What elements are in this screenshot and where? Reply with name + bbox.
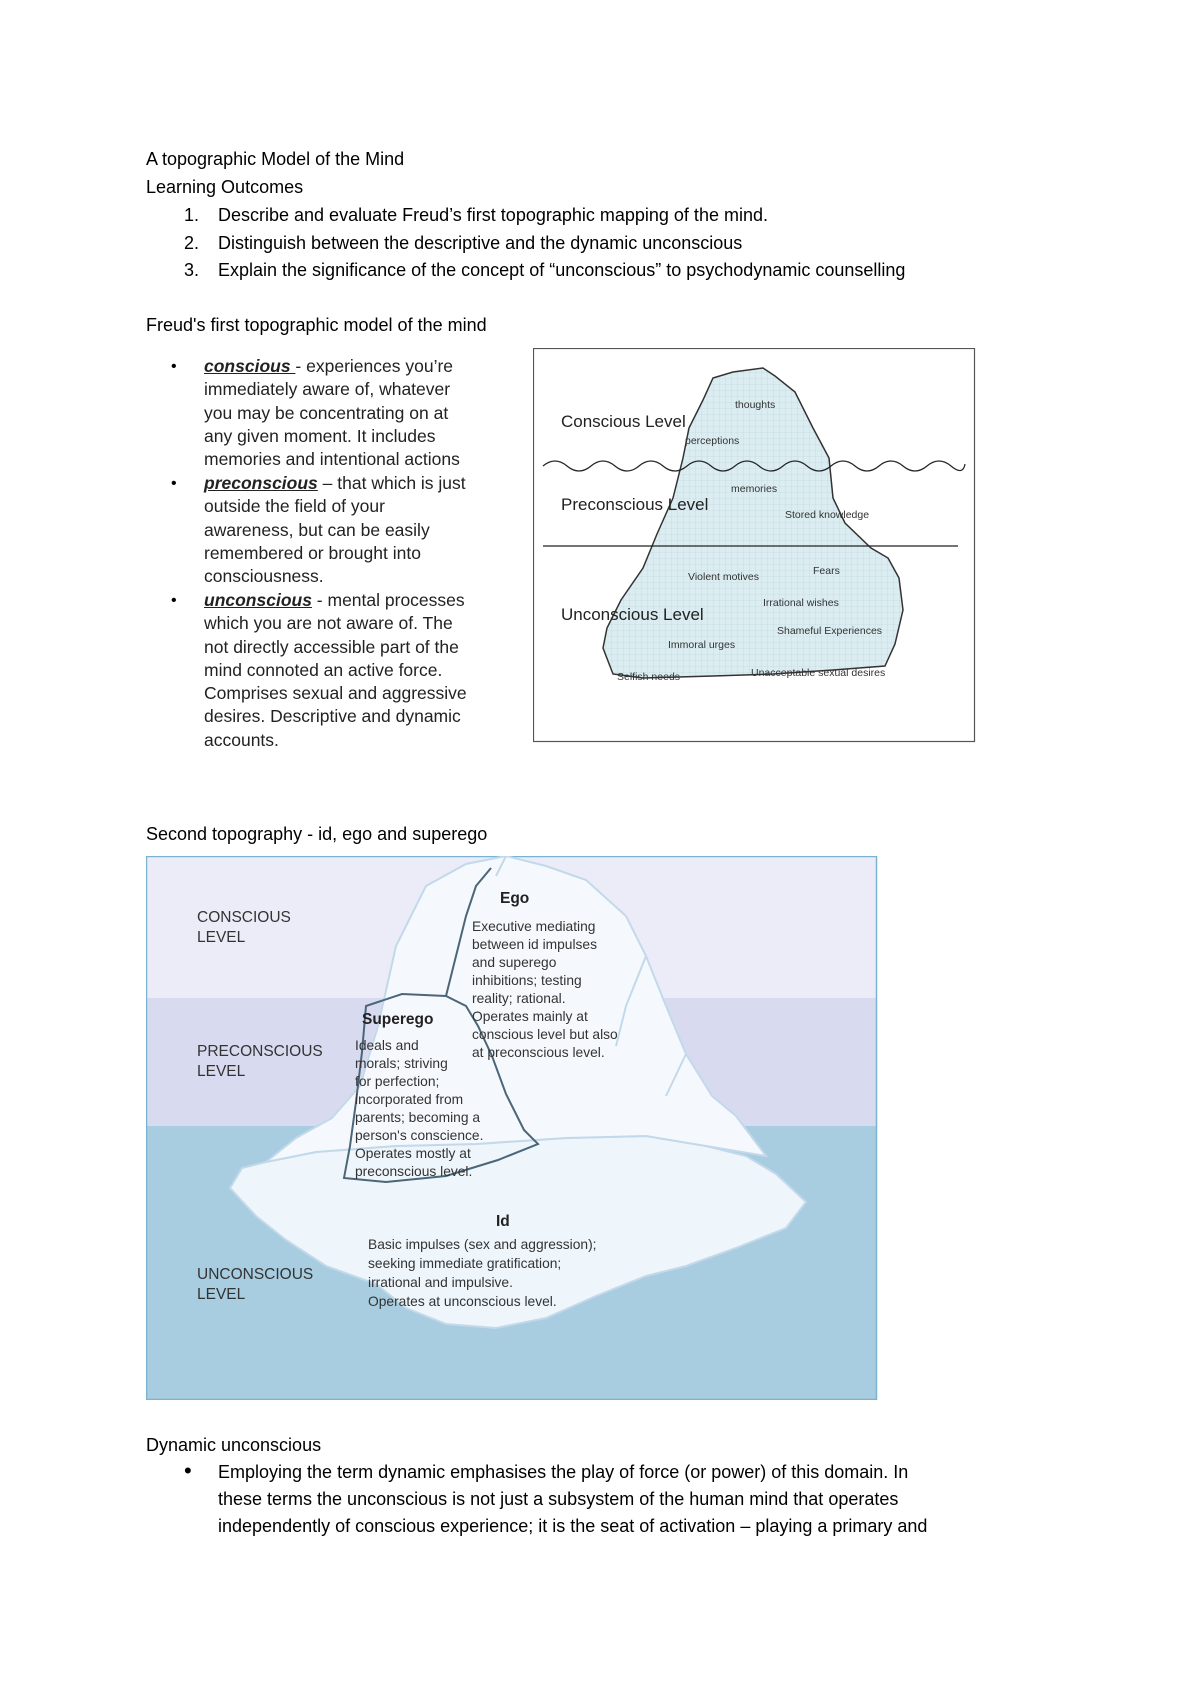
note: thoughts (735, 399, 776, 411)
ego-line: conscious level but also (472, 1027, 618, 1042)
id-title: Id (496, 1213, 510, 1230)
first-model-heading: Freud's first topographic model of the mind (146, 315, 487, 335)
second-iceberg-diagram (146, 856, 878, 1400)
ego-line: Executive mediating (472, 919, 596, 934)
level-conscious: Conscious Level (561, 412, 686, 431)
ego-line: Operates mainly at (472, 1009, 588, 1024)
outcome-number: 1. (184, 205, 200, 225)
bullet-line: you may be concentrating on at (204, 402, 449, 423)
dynamic-heading: Dynamic unconscious (146, 1435, 322, 1455)
id-line: Basic impulses (sex and aggression); (368, 1237, 597, 1252)
bullet-unconscious (204, 589, 504, 752)
outcome-number: 2. (184, 233, 200, 253)
bullet-line: which you are not aware of. The (204, 613, 453, 634)
term-separator: - (311, 590, 328, 610)
bullet-dot: • (171, 358, 177, 375)
term-conscious: conscious (204, 356, 296, 376)
bullet-preconscious (204, 472, 504, 588)
note: Stored knowledge (785, 509, 870, 521)
level-preconscious-line2: LEVEL (197, 1063, 246, 1080)
ego-line: inhibitions; testing (472, 973, 582, 988)
term-separator: - (295, 356, 307, 376)
superego-line: Ideals and (355, 1038, 419, 1053)
bullet-dot: • (171, 475, 177, 492)
id-line: seeking immediate gratification; (368, 1256, 562, 1271)
superego-line: incorporated from (355, 1092, 464, 1107)
outcome-item: Distinguish between the descriptive and the dynamic unconscious (218, 233, 743, 253)
paragraph-line: independently of conscious experience; it is the seat of activation – playing a primary and (218, 1516, 928, 1536)
superego-line: person's conscience. (355, 1128, 484, 1143)
note: Immoral urges (668, 639, 736, 651)
ego-line: at preconscious level. (472, 1045, 605, 1060)
term-preconscious: preconscious (204, 473, 318, 493)
superego-line: parents; becoming a (355, 1110, 481, 1125)
note: Selfish needs (617, 671, 681, 683)
bullet-line: outside the field of your (204, 496, 385, 517)
level-conscious-line1: CONSCIOUS (197, 909, 291, 926)
note: Shameful Experiences (777, 625, 883, 637)
paragraph-line: Employing the term dynamic emphasises the play of force (or power) of this domain. In (218, 1462, 909, 1482)
ego-line: and superego (472, 955, 557, 970)
first-iceberg-diagram (533, 348, 976, 743)
bullet-line: mental processes (327, 590, 465, 610)
bullet-dot: • (171, 592, 177, 609)
ego-line: between id impulses (472, 937, 598, 952)
level-preconscious-line1: PRECONSCIOUS (197, 1043, 323, 1060)
bullet-line: any given moment. It includes (204, 425, 436, 446)
level-unconscious-line1: UNCONSCIOUS (197, 1266, 314, 1283)
bullet-line: remembered or brought into (204, 542, 421, 563)
paragraph-line: these terms the unconscious is not just a subsystem of the human mind that operates (218, 1489, 899, 1509)
bullet-line: awareness, but can be easily (204, 519, 430, 540)
bullet-line: desires. Descriptive and dynamic (204, 706, 461, 727)
note: Fears (813, 565, 840, 577)
bullet-line: memories and intentional actions (204, 449, 460, 470)
outcomes-heading: Learning Outcomes (146, 177, 304, 197)
note: Unacceptable sexual desires (751, 667, 886, 679)
level-unconscious-line2: LEVEL (197, 1286, 246, 1303)
outcome-item: Explain the significance of the concept of “unconscious” to psychodynamic counselling (218, 260, 906, 280)
bullet-line: consciousness. (204, 566, 324, 587)
bullet-conscious (204, 355, 504, 471)
bullet-dot: • (184, 1458, 192, 1483)
id-line: irrational and impulsive. (368, 1275, 513, 1290)
term-unconscious: unconscious (204, 590, 312, 610)
bullet-line: experiences you’re (306, 356, 454, 376)
ego-line: reality; rational. (472, 991, 566, 1006)
bullet-line: immediately aware of, whatever (204, 379, 451, 400)
ego-title: Ego (500, 890, 530, 907)
level-unconscious: Unconscious Level (561, 605, 704, 624)
bullet-line: accounts. (204, 729, 279, 750)
superego-line: preconscious level. (355, 1164, 473, 1179)
bullet-line: Comprises sexual and aggressive (204, 683, 467, 704)
note: memories (731, 483, 778, 495)
bullet-line: not directly accessible part of the (204, 636, 459, 657)
superego-line: Operates mostly at (355, 1146, 471, 1161)
note: perceptions (685, 435, 740, 447)
bullet-line: mind connoted an active force. (204, 659, 443, 680)
bullet-line: that which is just (337, 473, 466, 493)
outcome-number: 3. (184, 260, 200, 280)
superego-title: Superego (362, 1011, 434, 1028)
second-model-heading: Second topography - id, ego and superego (146, 824, 488, 844)
note: Violent motives (688, 571, 760, 583)
outcome-item: Describe and evaluate Freud’s first topographic mapping of the mind. (218, 205, 768, 225)
superego-line: morals; striving (355, 1056, 448, 1071)
level-conscious-line2: LEVEL (197, 929, 246, 946)
term-separator: – (317, 473, 338, 493)
page-title: A topographic Model of the Mind (146, 149, 405, 169)
id-line: Operates at unconscious level. (368, 1294, 557, 1309)
level-preconscious: Preconscious Level (561, 495, 709, 514)
note: Irrational wishes (763, 597, 839, 609)
superego-line: for perfection; (355, 1074, 440, 1089)
